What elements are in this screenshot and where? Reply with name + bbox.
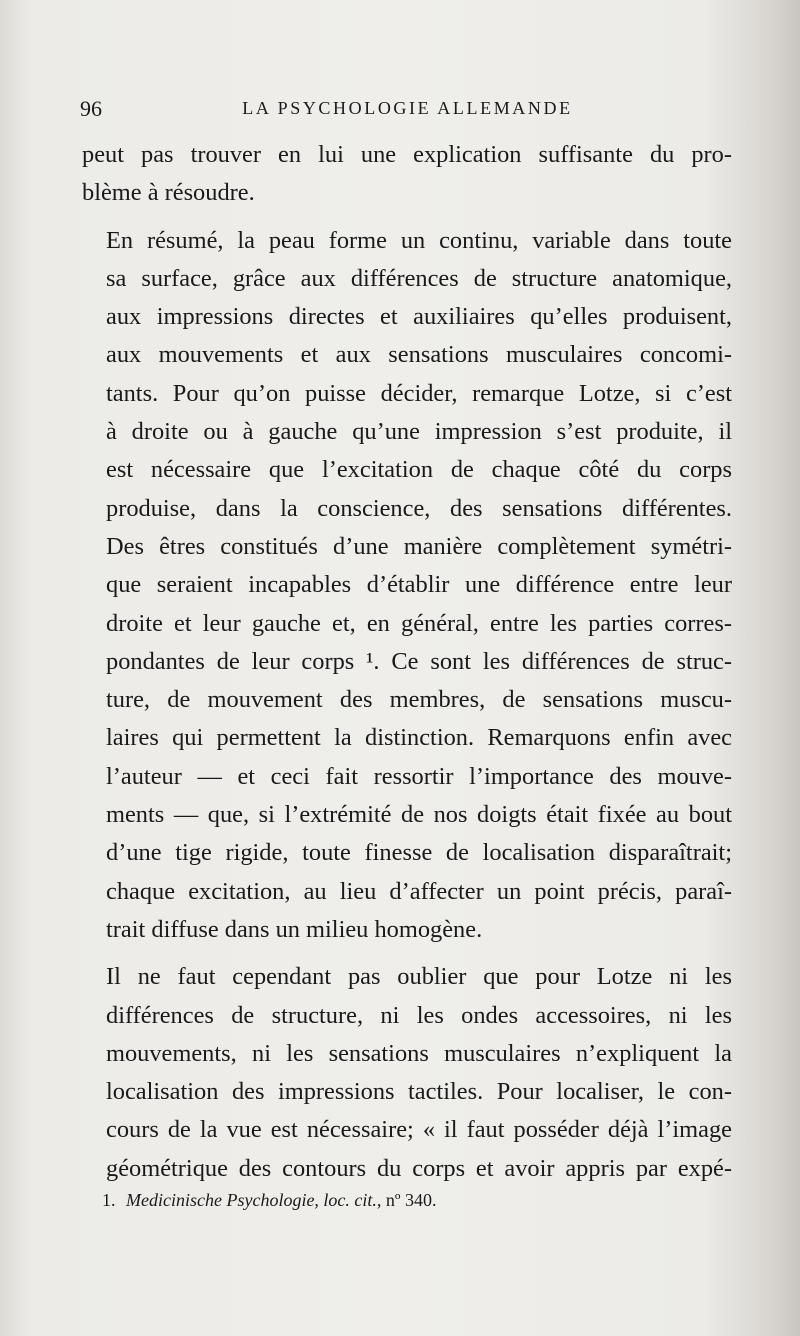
- text-line: est nécessaire que l’excitation de chaque côté du corps: [106, 456, 732, 484]
- footnote-number: 1.: [102, 1190, 116, 1210]
- text-line: mouvements, ni les sensations musculaires n’expliquent la: [106, 1039, 732, 1067]
- text-line: aux impressions directes et auxiliaires qu’elles produisent,: [106, 303, 732, 331]
- paragraph-2: [82, 222, 732, 950]
- text-line: trait diffuse dans un milieu homogène.: [106, 915, 483, 943]
- text-line: aux mouvements et aux sensations musculaires concomi-: [106, 341, 732, 369]
- text-line: différences de structure, ni les ondes accessoires, ni les: [106, 1001, 732, 1029]
- footnote-source: Medicinische Psychologie, loc. cit.,: [126, 1190, 382, 1210]
- text-line: ture, de mouvement des membres, de sensations muscu-: [106, 686, 732, 714]
- text-line: géométrique des contours du corps et avoir appris par expé-: [106, 1154, 732, 1182]
- text-line: droite et leur gauche et, en général, entre les parties corres-: [106, 609, 732, 637]
- text-line: blème à résoudre.: [82, 179, 255, 207]
- text-line: à droite ou à gauche qu’une impression s’est produite, il: [106, 418, 732, 446]
- paragraph-3: [82, 958, 732, 1188]
- footnote: [102, 1190, 437, 1211]
- text-line: que seraient incapables d’établir une différence entre leur: [106, 571, 732, 599]
- running-title: LA PSYCHOLOGIE ALLEMANDE: [242, 98, 573, 118]
- text-line: l’auteur — et ceci fait ressortir l’importance des mouve-: [106, 762, 732, 790]
- body-text: [82, 136, 732, 1197]
- text-line: localisation des impressions tactiles. Pour localiser, le con-: [106, 1078, 732, 1106]
- text-line: tants. Pour qu’on puisse décider, remarque Lotze, si c’est: [106, 379, 732, 407]
- text-line: d’une tige rigide, toute finesse de localisation disparaîtrait;: [106, 839, 732, 867]
- text-line: chaque excitation, au lieu d’affecter un point précis, paraî-: [106, 877, 732, 905]
- text-line: ments — que, si l’extrémité de nos doigts était fixée au bout: [106, 801, 732, 829]
- text-line: En résumé, la peau forme un continu, variable dans toute: [106, 226, 732, 254]
- text-line: cours de la vue est nécessaire; « il faut posséder déjà l’image: [106, 1116, 732, 1144]
- text-line: laires qui permettent la distinction. Remarquons enfin avec: [106, 724, 732, 752]
- text-line: pondantes de leur corps ¹. Ce sont les différences de struc-: [106, 647, 732, 675]
- text-line: Il ne faut cependant pas oublier que pour Lotze ni les: [106, 963, 732, 991]
- text-line: peut pas trouver en lui une explication suffisante du pro-: [82, 141, 732, 168]
- page-number: 96: [80, 96, 102, 121]
- text-line: Des êtres constitués d’une manière complètement symétri-: [106, 532, 732, 560]
- text-line: produise, dans la conscience, des sensations différentes.: [106, 494, 732, 522]
- paragraph-1: [82, 136, 732, 213]
- footnote-reference: nº 340.: [385, 1190, 437, 1210]
- page-header: [80, 96, 735, 126]
- text-line: sa surface, grâce aux différences de structure anatomique,: [106, 264, 732, 292]
